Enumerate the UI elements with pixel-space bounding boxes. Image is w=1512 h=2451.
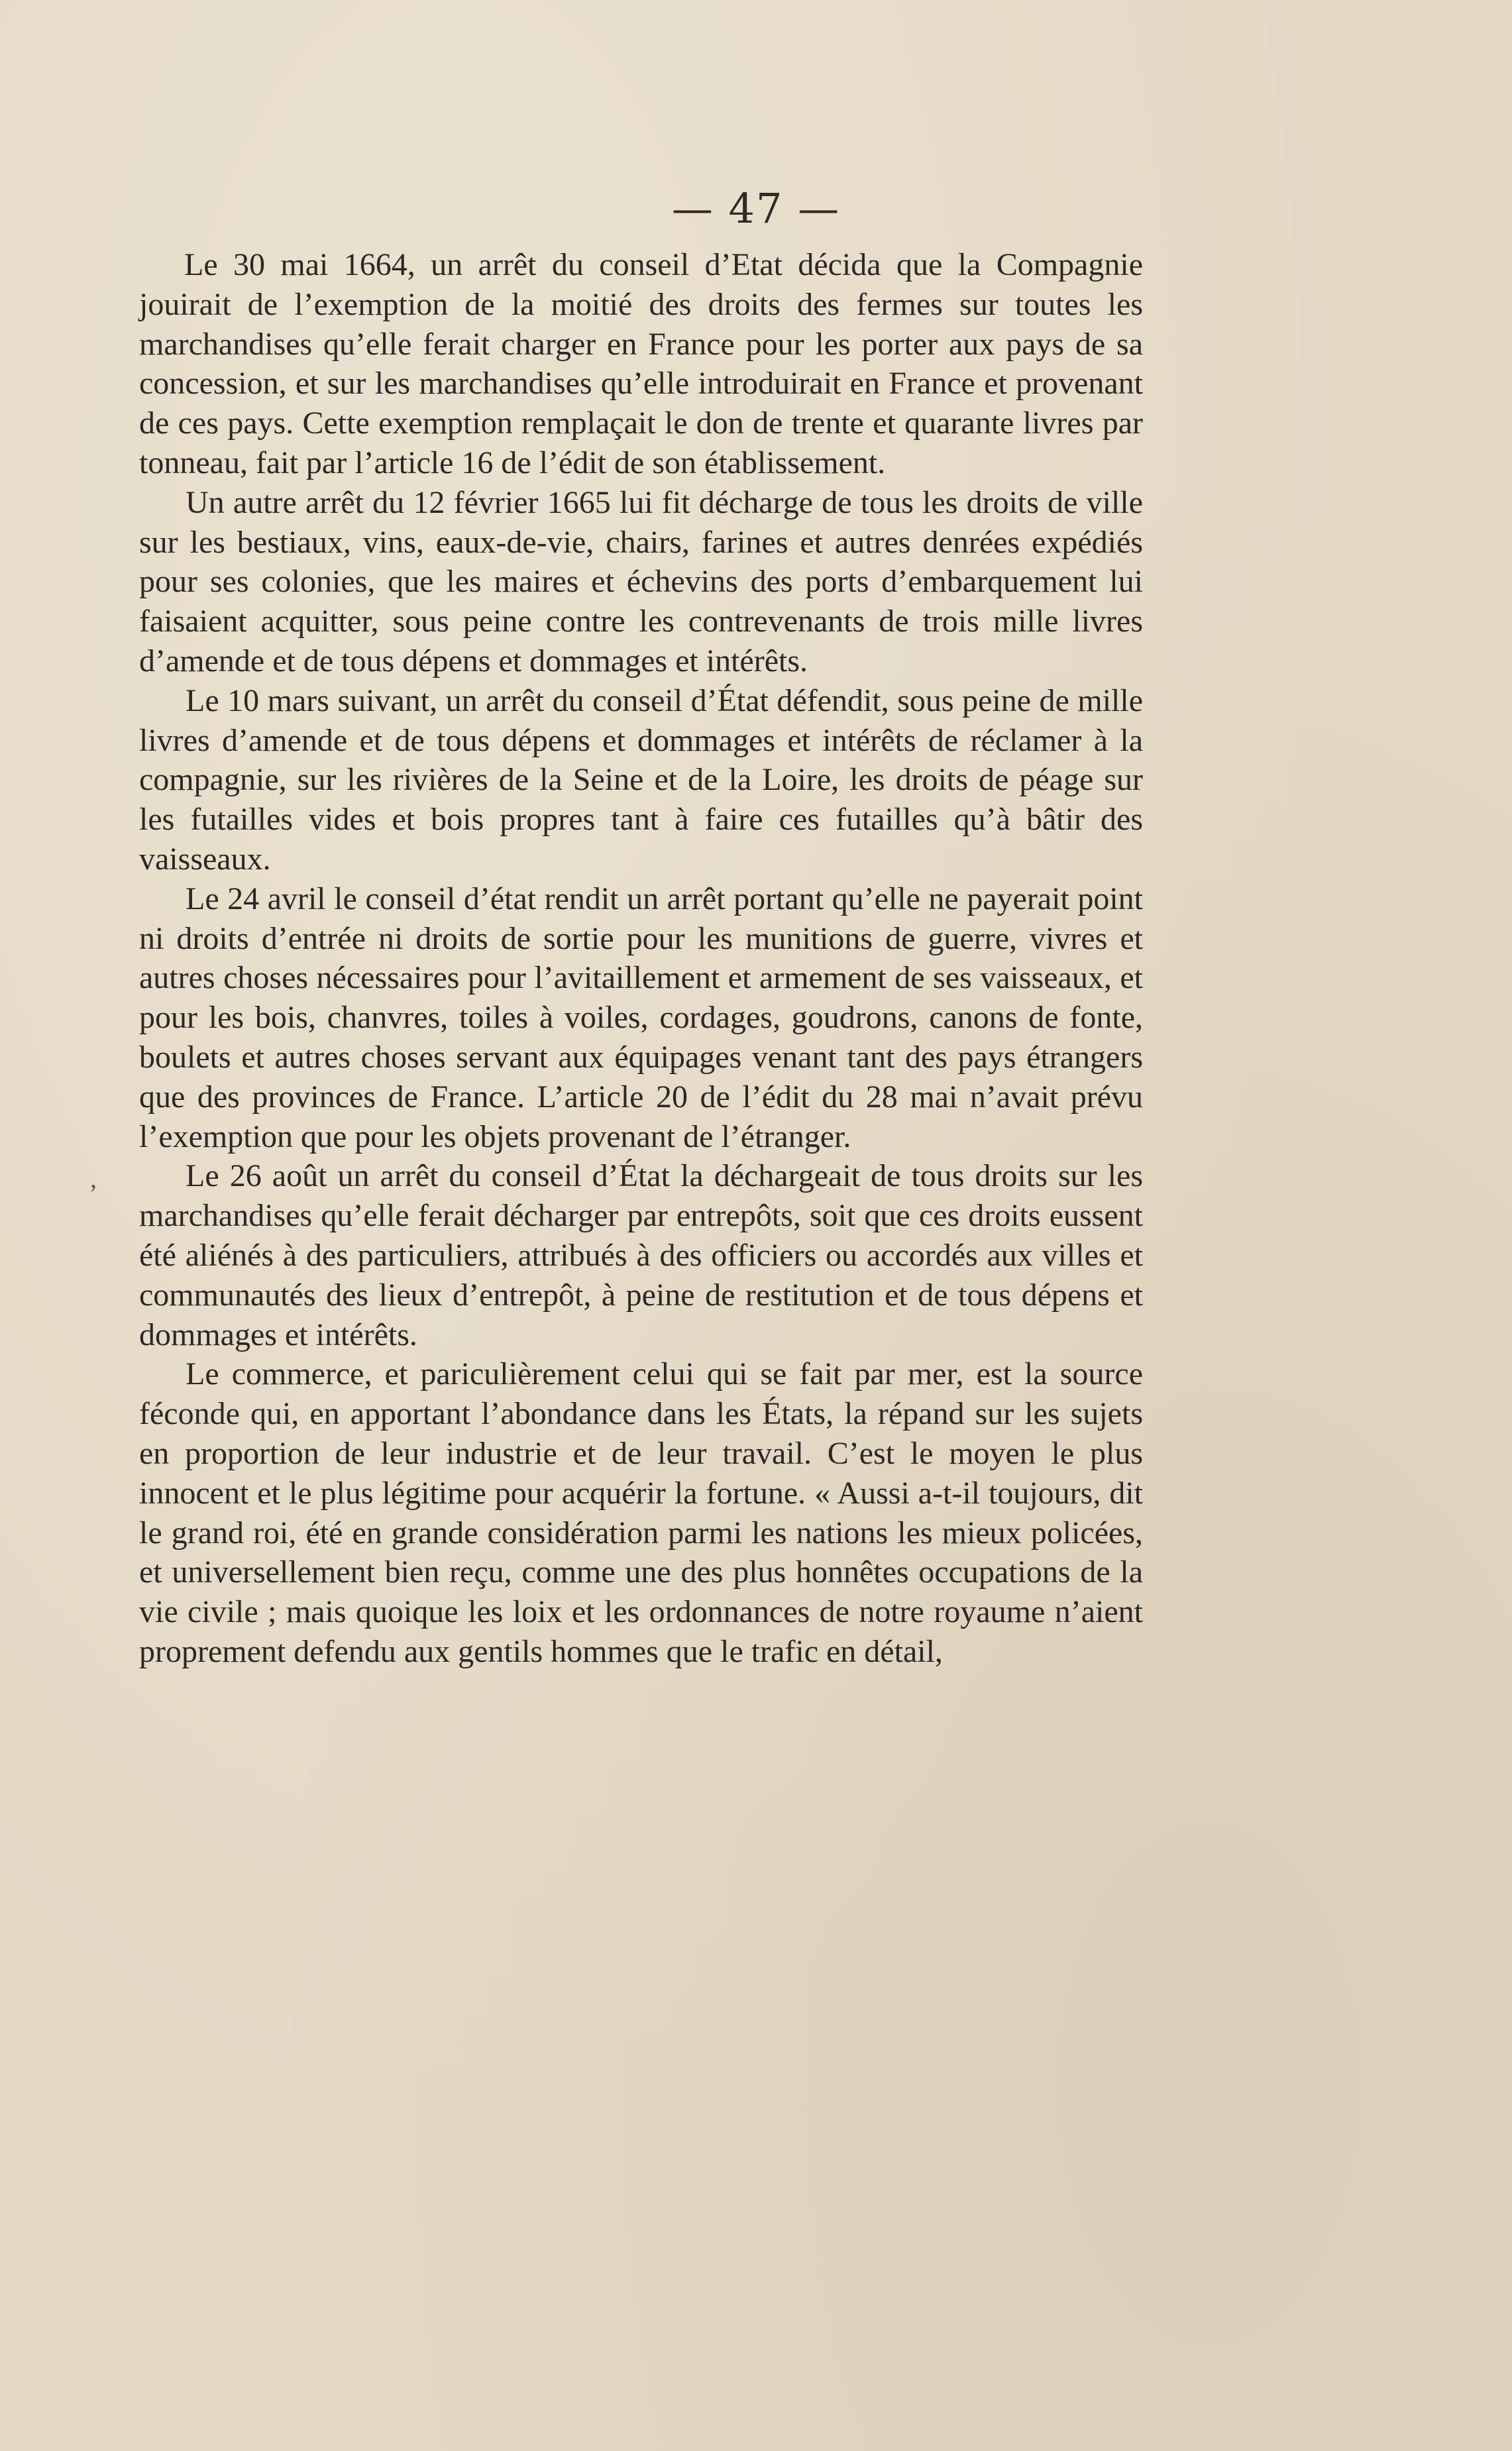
page-number: — 47 —: [671, 184, 841, 233]
paragraph: Le 26 août un arrêt du conseil d’État la déchargeait de tous droits sur les marchandises qu’elle ferait décharger par entrepôts, soit que ces droits eussent été aliénés à des particuliers, attribués à des officiers ou accordés aux villes et communautés des lieux d’entrepôt, à peine de restitution et de tous dépens et dommages et intérêts.: [139, 1158, 1143, 1352]
paragraph: Le 10 mars suivant, un arrêt du conseil d’État défendit, sous peine de mille livres d’amende et de tous dépens et dommages et intérêts de réclamer à la compagnie, sur les rivières de la Seine et de la Loire, les droits de péage sur les futailles vides et bois propres tant à faire ces futailles qu’à bâtir des vaisseaux.: [139, 682, 1143, 877]
paragraph: Un autre arrêt du 12 février 1665 lui fit décharge de tous les droits de ville sur les bestiaux, vins, eaux-de-vie, chairs, farines et autres denrées expédiés pour ses colonies, que les maires et échevins des ports d’embarquement lui faisaient acquitter, sous peine contre les contrevenants de trois mille livres d’amende et de tous dépens et dommages et intérêts.: [139, 484, 1143, 679]
paragraph: Le 24 avril le conseil d’état rendit un arrêt portant qu’elle ne payerait point ni droits d’entrée ni droits de sortie pour les munitions de guerre, vivres et autres choses nécessaires pour l’avitaillement et armement de ses vaisseaux, et pour les bois, chanvres, toiles à voiles, cordages, goudrons, canons de fonte, boulets et autres choses servant aux équipages venant tant des pays étrangers que des provinces de France. L’article 20 de l’édit du 28 mai n’avait prévu l’exemption que pour les objets provenant de l’étranger.: [139, 881, 1143, 1154]
body-text: [139, 245, 1143, 1672]
margin-mark: ,: [90, 1164, 97, 1193]
paragraph: Le 30 mai 1664, un arrêt du conseil d’Etat décida que la Compagnie jouirait de l’exemption de la moitié des droits des fermes sur toutes les marchandises qu’elle ferait charger en France pour les porter aux pays de sa concession, et sur les marchandises qu’elle introduirait en France et provenant de ces pays. Cette exemption remplaçait le don de trente et quarante livres par tonneau, fait par l’article 16 de l’édit de son établissement.: [139, 247, 1143, 480]
paragraph: Le commerce, et pariculièrement celui qui se fait par mer, est la source féconde qui, en apportant l’abondance dans les États, la répand sur les sujets en proportion de leur industrie et de leur travail. C’est le moyen le plus innocent et le plus légitime pour acquérir la fortune. « Aussi a-t-il toujours, dit le grand roi, été en grande considération parmi les nations les mieux policées, et universellement bien reçu, comme une des plus honnêtes occupations de la vie civile ; mais quoique les loix et les ordonnances de notre royaume n’aient proprement defendu aux gentils hommes que le trafic en détail,: [139, 1356, 1143, 1669]
